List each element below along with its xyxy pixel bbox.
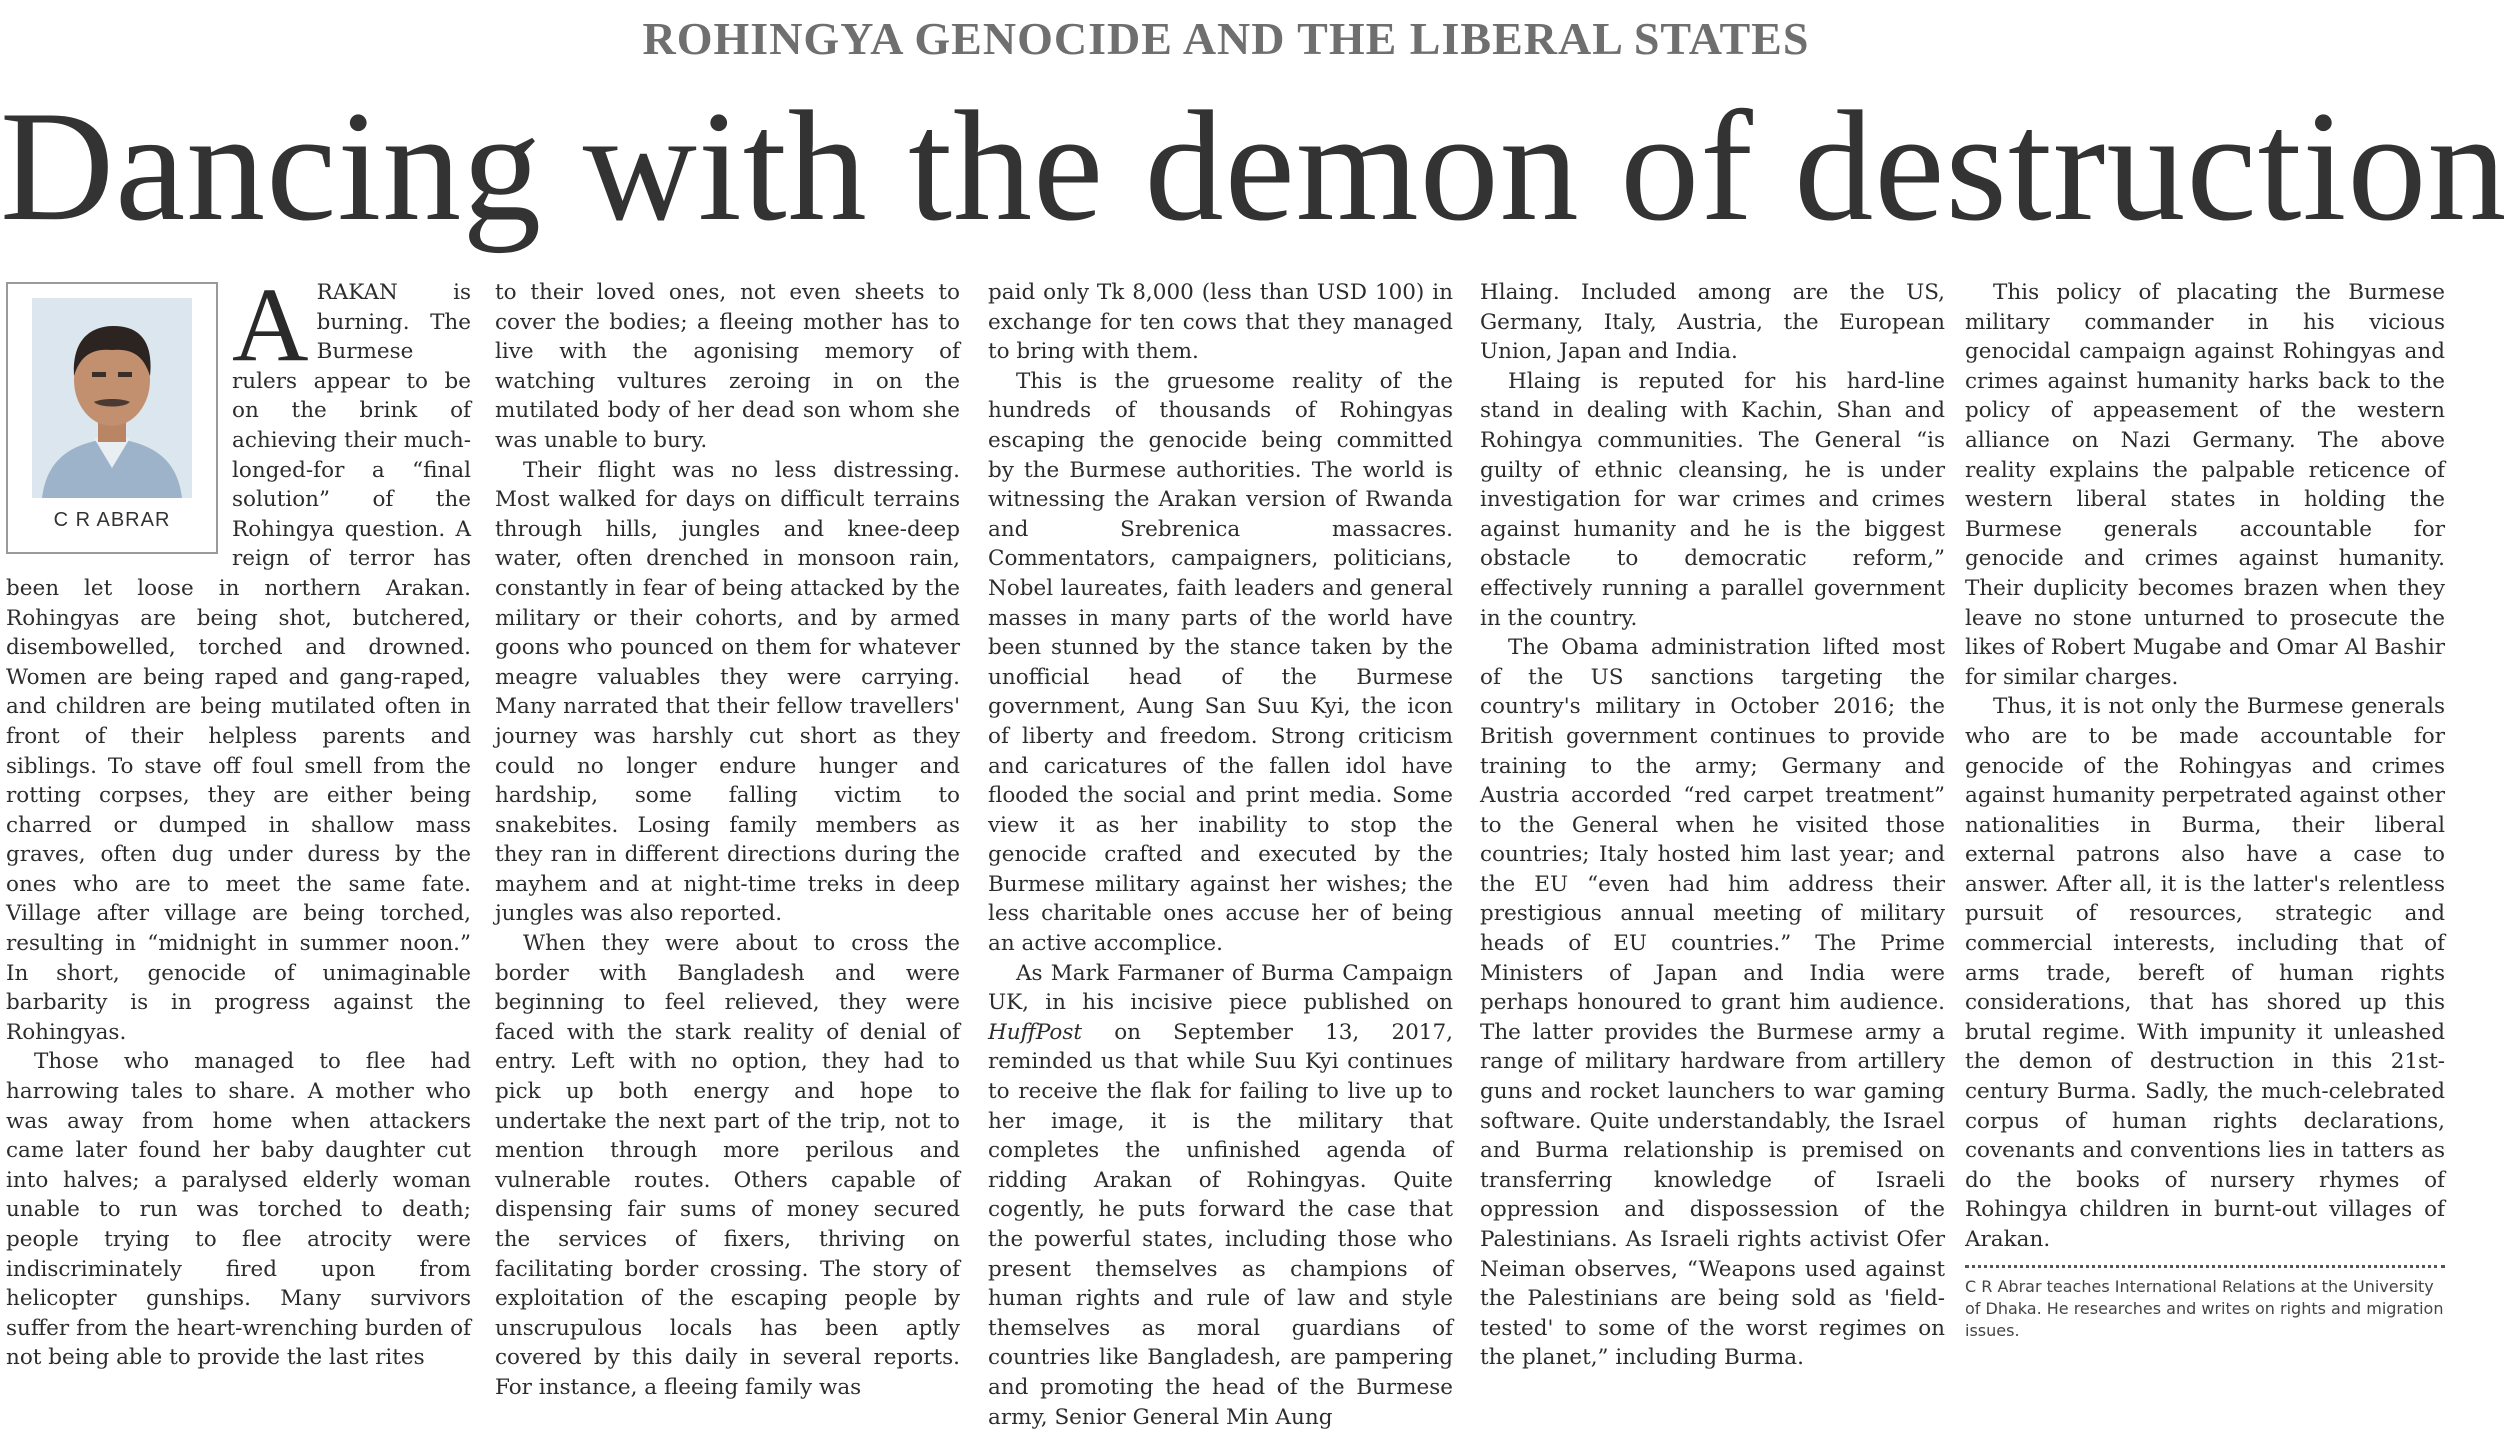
article-column-2 <box>495 278 960 1400</box>
paragraph: Thus, it is not only the Burmese generals who are to be made accountable for genocide of the Rohingyas and crimes against humanity perpetrated against other nationalities in Burma, their liberal external patrons also have a case to answer. After all, it is the latter's relentless pursuit of resources, strategic and commercial interests, including that of arms trade, bereft of human rights considerations, that has shored up this brutal regime. With impunity it unleashed the demon of destruction in this 21st-century Burma. Sadly, the much-celebrated corpus of human rights declarations, covenants and conventions lies in tatters as do the books of nursery rhymes of Rohingya children in burnt-out villages of Arakan. <box>1965 694 2445 1252</box>
paragraph: This is the gruesome reality of the hundreds of thousands of Rohingyas escaping the genocide being committed by the Burmese authorities. The world is witnessing the Arakan version of Rwanda and Srebrenica massacres. Commentators, campaigners, politicians, Nobel laureates, faith leaders and general masses in many parts of the world have been stunned by the stance taken by the unofficial head of the Burmese government, Aung San Suu Kyi, the icon of liberty and freedom. Strong criticism and caricatures of the fallen idol have flooded the social and print media. Some view it as her inability to stop the genocide crafted and executed by the Burmese military against her wishes; the less charitable ones accuse her of being an active accomplice. <box>988 368 1453 957</box>
paragraph: Hlaing is reputed for his hard-line stand in dealing with Kachin, Shan and Rohingya communities. The General “is guilty of ethnic cleansing, he is under investigation for war crimes and crimes against humanity and he is the biggest obstacle to democratic reform,” effectively running a parallel government in the country. <box>1480 368 1945 631</box>
author-caption: C R ABRAR <box>53 509 171 532</box>
paragraph: Those who managed to flee had harrowing tales to share. A mother who was away from home when attackers came later found her baby daughter cut into halves; a paralysed elderly woman unable to run was torched to death; people trying to flee atrocity were indiscriminately fired upon from helicopter gunships. Many survivors suffer from the heart-wrenching burden of not being able to provide the last rites <box>6 1049 471 1371</box>
article-column-5 <box>1965 278 2445 1340</box>
text-run: As Mark Farmaner of Burma Campaign UK, in his incisive piece published on <box>988 960 1453 1016</box>
paragraph: Hlaing. Included among are the US, Germany, Italy, Austria, the European Union, Japan and India. <box>1480 280 1945 365</box>
bio-divider <box>1965 1265 2445 1268</box>
paragraph: paid only Tk 8,000 (less than USD 100) in exchange for ten cows that they managed to bring with them. <box>988 280 1453 365</box>
author-photo-box <box>6 282 218 554</box>
paragraph: RAKAN is burning. The Burmese rulers appear to be on the brink of achieving their much-longed-for a “final solution” of the Rohingya question. A reign of terror has been let loose in northern Arakan. Rohingyas are being shot, butchered, disembowelled, torched and drowned. Women are being raped and gang-raped, and children are being mutilated often in front of their helpless parents and siblings. To stave off foul smell from the rotting corpses, they are either being charred or dumped in shallow mass graves, often dug under duress by the ones who are to meet the same fate. Village after village are being torched, resulting in “midnight in summer noon.” In short, genocide of unimaginable barbarity is in progress against the Rohingyas. <box>6 280 471 1045</box>
paragraph: When they were about to cross the border with Bangladesh and were beginning to feel relieved, they were faced with the stark reality of denial of entry. Left with no option, they had to pick up both energy and hope to undertake the next part of the trip, not to mention through more perilous and vulnerable routes. Others capable of dispensing fair sums of money secured the services of fixers, thriving on facilitating border crossing. The story of exploitation of the escaping people by unscrupulous locals has been aptly covered by this daily in several reports. For instance, a fleeing family was <box>495 931 960 1400</box>
paragraph <box>988 959 1453 1432</box>
author-bio: C R Abrar teaches International Relations at the University of Dhaka. He researches and writes on rights and migration issues. <box>1965 1276 2444 1340</box>
drop-cap: A <box>232 266 309 383</box>
publication-name: HuffPost <box>988 1019 1083 1045</box>
author-photo <box>32 298 192 498</box>
article-column-3 <box>988 278 1453 1430</box>
article-column-4 <box>1480 278 1945 1371</box>
headline: Dancing with the demon of destruction <box>0 79 2507 254</box>
paragraph: to their loved ones, not even sheets to cover the bodies; a fleeing mother has to live with the agonising memory of watching vultures zeroing in on the mutilated body of her dead son whom she was unable to bury. <box>495 280 960 453</box>
text-run: on September 13, 2017, reminded us that while Suu Kyi continues to receive the flak for failing to live up to her image, it is the military that completes the unfinished agenda of ridding Arakan of Rohingyas. Quite cogently, he puts forward the case that the powerful states, including those who present themselves as champions of human rights and rule of law and style themselves as moral guardians of countries like Bangladesh, are pampering and promoting the head of the Burmese army, Senior General Min Aung <box>988 1019 1453 1430</box>
section-kicker: ROHINGYA GENOCIDE AND THE LIBERAL STATES <box>642 13 1810 64</box>
paragraph: This policy of placating the Burmese military commander in his vicious genocidal campaign against Rohingyas and crimes against humanity harks back to the policy of appeasement of the western alliance on Nazi Germany. The above reality explains the palpable reticence of western liberal states in holding the Burmese generals accountable for genocide and crimes against humanity. Their duplicity becomes brazen when they leave no stone unturned to prosecute the likes of Robert Mugabe and Omar Al Bashir for similar charges. <box>1965 280 2445 690</box>
article-column-1 <box>6 266 471 1371</box>
paragraph: The Obama administration lifted most of the US sanctions targeting the country's military in October 2016; the British government continues to provide training to the army; Germany and Austria accorded “red carpet treatment” to the General when he visited those countries; Italy hosted him last year; and the EU “even had him address their prestigious annual meeting of military heads of EU countries.” The Prime Ministers of Japan and India were perhaps honoured to grant him audience. The latter provides the Burmese army a range of military hardware from artillery guns and rocket launchers to war gaming software. Quite understandably, the Israel and Burma relationship is premised on transferring knowledge of Israeli oppression and dispossession of the Palestinians. As Israeli rights activist Ofer Neiman observes, “Weapons used against the Palestinians are being sold as 'field-tested' to some of the worst regimes on the planet,” including Burma. <box>1480 635 1945 1371</box>
paragraph: Their flight was no less distressing. Most walked for days on difficult terrains through hills, jungles and knee-deep water, often drenched in monsoon rain, constantly in fear of being attacked by the military or their cohorts, and by armed goons who pounced on them for whatever meagre valuables they were carrying. Many narrated that their fellow travellers' journey was harshly cut short as they could no longer endure hunger and hardship, some falling victim to snakebites. Losing family members as they ran in different directions during the mayhem and at night-time treks in deep jungles was also reported. <box>495 457 960 927</box>
